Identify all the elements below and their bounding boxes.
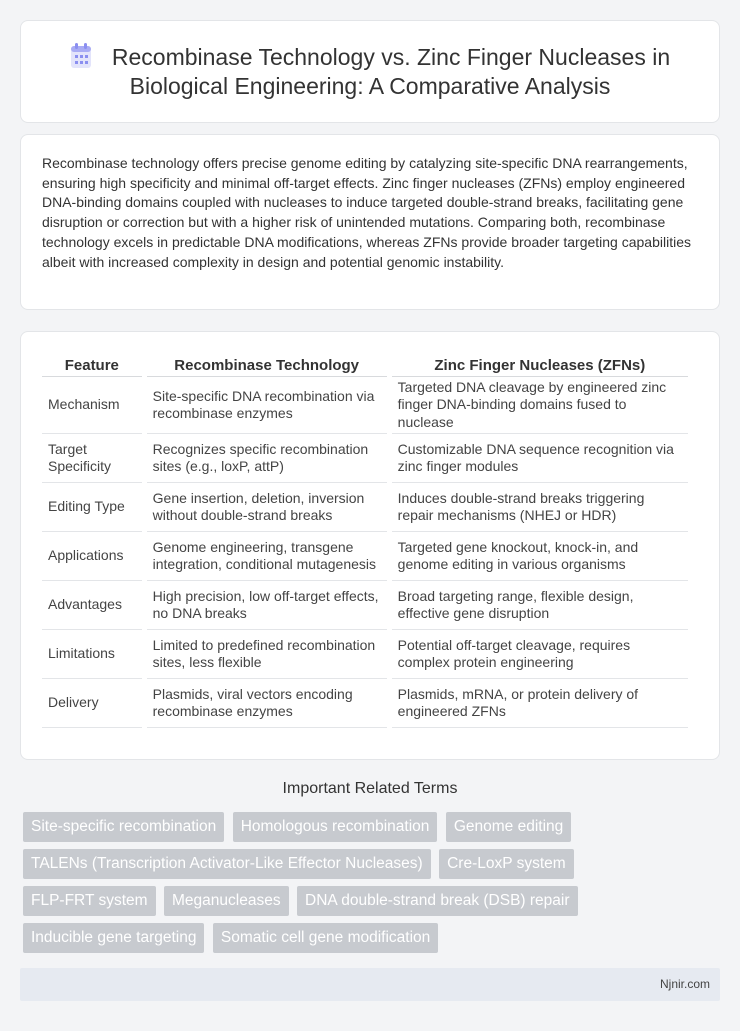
table-row bbox=[42, 581, 688, 630]
related-term-tag[interactable]: FLP-FRT system bbox=[23, 886, 156, 916]
related-term-tag[interactable]: Homologous recombination bbox=[233, 812, 438, 842]
related-term-tag[interactable]: Site-specific recombination bbox=[23, 812, 224, 842]
zfn-cell: Targeted gene knockout, knock-in, and genome editing in various organisms bbox=[392, 532, 688, 581]
related-term-tag[interactable]: Genome editing bbox=[446, 812, 571, 842]
related-term-tag[interactable]: Somatic cell gene modification bbox=[213, 923, 438, 953]
recombinase-cell: Plasmids, viral vectors encoding recombinase enzymes bbox=[147, 679, 387, 728]
page-title bbox=[21, 43, 719, 101]
recombinase-cell: Gene insertion, deletion, inversion without double-strand breaks bbox=[147, 483, 387, 532]
feature-cell: Editing Type bbox=[42, 483, 142, 532]
comparison-table-card bbox=[20, 331, 720, 760]
table-header-row bbox=[42, 352, 688, 377]
recombinase-cell: High precision, low off-target effects, no DNA breaks bbox=[147, 581, 387, 630]
footer-site-link[interactable]: Njnir.com bbox=[659, 977, 710, 991]
table-row bbox=[42, 532, 688, 581]
header-feature: Feature bbox=[42, 352, 142, 377]
related-terms-title: Important Related Terms bbox=[282, 780, 458, 797]
header-recombinase: Recombinase Technology bbox=[147, 352, 387, 377]
intro-card bbox=[20, 134, 720, 310]
related-term-tag[interactable]: DNA double-strand break (DSB) repair bbox=[297, 886, 577, 916]
table-row bbox=[42, 483, 688, 532]
feature-cell: Target Specificity bbox=[42, 434, 142, 483]
intro-paragraph: Recombinase technology offers precise genome editing by catalyzing site-specific DNA rearrangements, ensuring high specificity and minimal off-target effects. Zinc finger nucleases (ZFNs) employ engineered DNA-binding domains coupled with nucleases to induce targeted double-strand breaks, facilitating gene disruption or correction but with a higher risk of unintended mutations. Comparing both, recombinase technology excels in predictable DNA modifications, whereas ZFNs provide broader targeting capabilities albeit with increased complexity in design and potential genomic instability. bbox=[42, 155, 691, 270]
comparison-table bbox=[37, 352, 693, 728]
recombinase-cell: Limited to predefined recombination sites, less flexible bbox=[147, 630, 387, 679]
feature-cell: Advantages bbox=[42, 581, 142, 630]
related-term-tag[interactable]: Inducible gene targeting bbox=[23, 923, 204, 953]
related-term-tag[interactable]: Cre-LoxP system bbox=[439, 849, 574, 879]
header-zfn: Zinc Finger Nucleases (ZFNs) bbox=[392, 352, 688, 377]
feature-cell: Delivery bbox=[42, 679, 142, 728]
zfn-cell: Customizable DNA sequence recognition via zinc finger modules bbox=[392, 434, 688, 483]
feature-cell: Mechanism bbox=[42, 377, 142, 434]
zfn-cell: Targeted DNA cleavage by engineered zinc finger DNA-binding domains fused to nuclease bbox=[392, 377, 688, 434]
recombinase-cell: Recognizes specific recombination sites (e.g., loxP, attP) bbox=[147, 434, 387, 483]
table-row bbox=[42, 630, 688, 679]
feature-cell: Limitations bbox=[42, 630, 142, 679]
zfn-cell: Broad targeting range, flexible design, effective gene disruption bbox=[392, 581, 688, 630]
footer-bar bbox=[20, 968, 720, 1001]
zfn-cell: Potential off-target cleavage, requires complex protein engineering bbox=[392, 630, 688, 679]
related-terms-list bbox=[23, 812, 703, 960]
title-line-2: Biological Engineering: A Comparative Analysis bbox=[129, 73, 611, 99]
table-row bbox=[42, 377, 688, 434]
table-row bbox=[42, 434, 688, 483]
title-line-1: Recombinase Technology vs. Zinc Finger Nucleases in bbox=[111, 44, 671, 70]
zfn-cell: Plasmids, mRNA, or protein delivery of engineered ZFNs bbox=[392, 679, 688, 728]
document-icon bbox=[70, 43, 92, 69]
table-row bbox=[42, 679, 688, 728]
recombinase-cell: Genome engineering, transgene integration, conditional mutagenesis bbox=[147, 532, 387, 581]
related-term-tag[interactable]: TALENs (Transcription Activator-Like Effector Nucleases) bbox=[23, 849, 431, 879]
zfn-cell: Induces double-strand breaks triggering repair mechanisms (NHEJ or HDR) bbox=[392, 483, 688, 532]
related-term-tag[interactable]: Meganucleases bbox=[164, 886, 289, 916]
title-card bbox=[20, 20, 720, 123]
recombinase-cell: Site-specific DNA recombination via recombinase enzymes bbox=[147, 377, 387, 434]
feature-cell: Applications bbox=[42, 532, 142, 581]
